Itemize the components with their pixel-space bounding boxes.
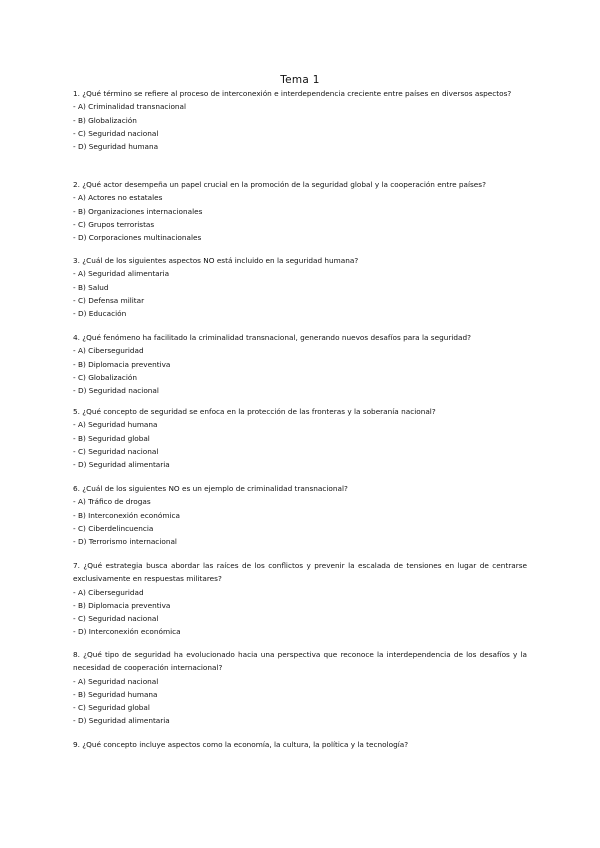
option-a: - A) Seguridad alimentaria [73,269,170,279]
option-a: - A) Seguridad humana [73,420,158,430]
option-c: - C) Defensa militar [73,295,145,305]
question-7 [73,559,527,639]
question-8 [73,648,527,728]
question-9 [73,738,527,751]
option-b: - B) Diplomacia preventiva [73,600,171,610]
option-c: - C) Seguridad global [73,703,150,713]
option-b: - B) Salud [73,282,109,292]
option-d: - D) Seguridad alimentaria [73,460,170,470]
question-text: 3. ¿Cuál de los siguientes aspectos NO está incluido en la seguridad humana? [73,256,359,265]
option-d: - D) Seguridad nacional [73,386,159,396]
option-a: - A) Criminalidad transnacional [73,102,187,112]
question-text: 5. ¿Qué concepto de seguridad se enfoca en la protección de las fronteras y la soberanía nacional? [73,407,436,416]
option-b: - B) Seguridad humana [73,689,158,699]
question-2 [73,178,527,244]
option-a: - A) Seguridad nacional [73,676,159,686]
option-c: - C) Seguridad nacional [73,614,159,624]
option-c: - C) Seguridad nacional [73,446,159,456]
option-a: - A) Actores no estatales [73,193,163,203]
question-text: 2. ¿Qué actor desempeña un papel crucial en la promoción de la seguridad global y la cooperación entre países? [73,180,486,189]
option-d: - D) Seguridad humana [73,142,159,152]
option-b: - B) Globalización [73,115,137,125]
question-text: 7. ¿Qué estrategia busca abordar las raíces de los conflictos y prevenir la escalada de tensiones en lugar de centrarse exclusivamente en respuestas militares? [73,561,527,584]
option-b: - B) Organizaciones internacionales [73,206,203,216]
option-a: - A) Tráfico de drogas [73,497,151,507]
option-c: - C) Globalización [73,372,137,382]
question-6 [73,482,527,548]
option-c: - C) Seguridad nacional [73,128,159,138]
option-a: - A) Ciberseguridad [73,587,144,597]
option-d: - D) Terrorismo internacional [73,537,177,547]
option-a: - A) Ciberseguridad [73,346,144,356]
option-b: - B) Interconexión económica [73,510,180,520]
question-4 [73,331,527,397]
question-text: 9. ¿Qué concepto incluye aspectos como la economía, la cultura, la política y la tecnología? [73,740,409,749]
option-d: - D) Interconexión económica [73,627,181,637]
option-c: - C) Grupos terroristas [73,219,155,229]
option-d: - D) Seguridad alimentaria [73,716,170,726]
question-text: 8. ¿Qué tipo de seguridad ha evolucionado hacia una perspectiva que reconoce la interdependencia de los desafíos y la necesidad de cooperación internacional? [73,650,527,673]
question-text: 4. ¿Qué fenómeno ha facilitado la criminalidad transnacional, generando nuevos desafíos para la seguridad? [73,333,471,342]
option-c: - C) Ciberdelincuencia [73,523,154,533]
question-text: 1. ¿Qué término se refiere al proceso de interconexión e interdependencia creciente entre países en diversos aspectos? [73,89,512,98]
question-text: 6. ¿Cuál de los siguientes NO es un ejemplo de criminalidad transnacional? [73,484,348,493]
option-d: - D) Corporaciones multinacionales [73,233,202,243]
question-5 [73,405,527,471]
option-b: - B) Diplomacia preventiva [73,359,171,369]
option-d: - D) Educación [73,309,127,319]
option-b: - B) Seguridad global [73,433,150,443]
question-3 [73,254,527,320]
question-1 [73,87,527,153]
page-title: Tema 1 [280,74,320,86]
